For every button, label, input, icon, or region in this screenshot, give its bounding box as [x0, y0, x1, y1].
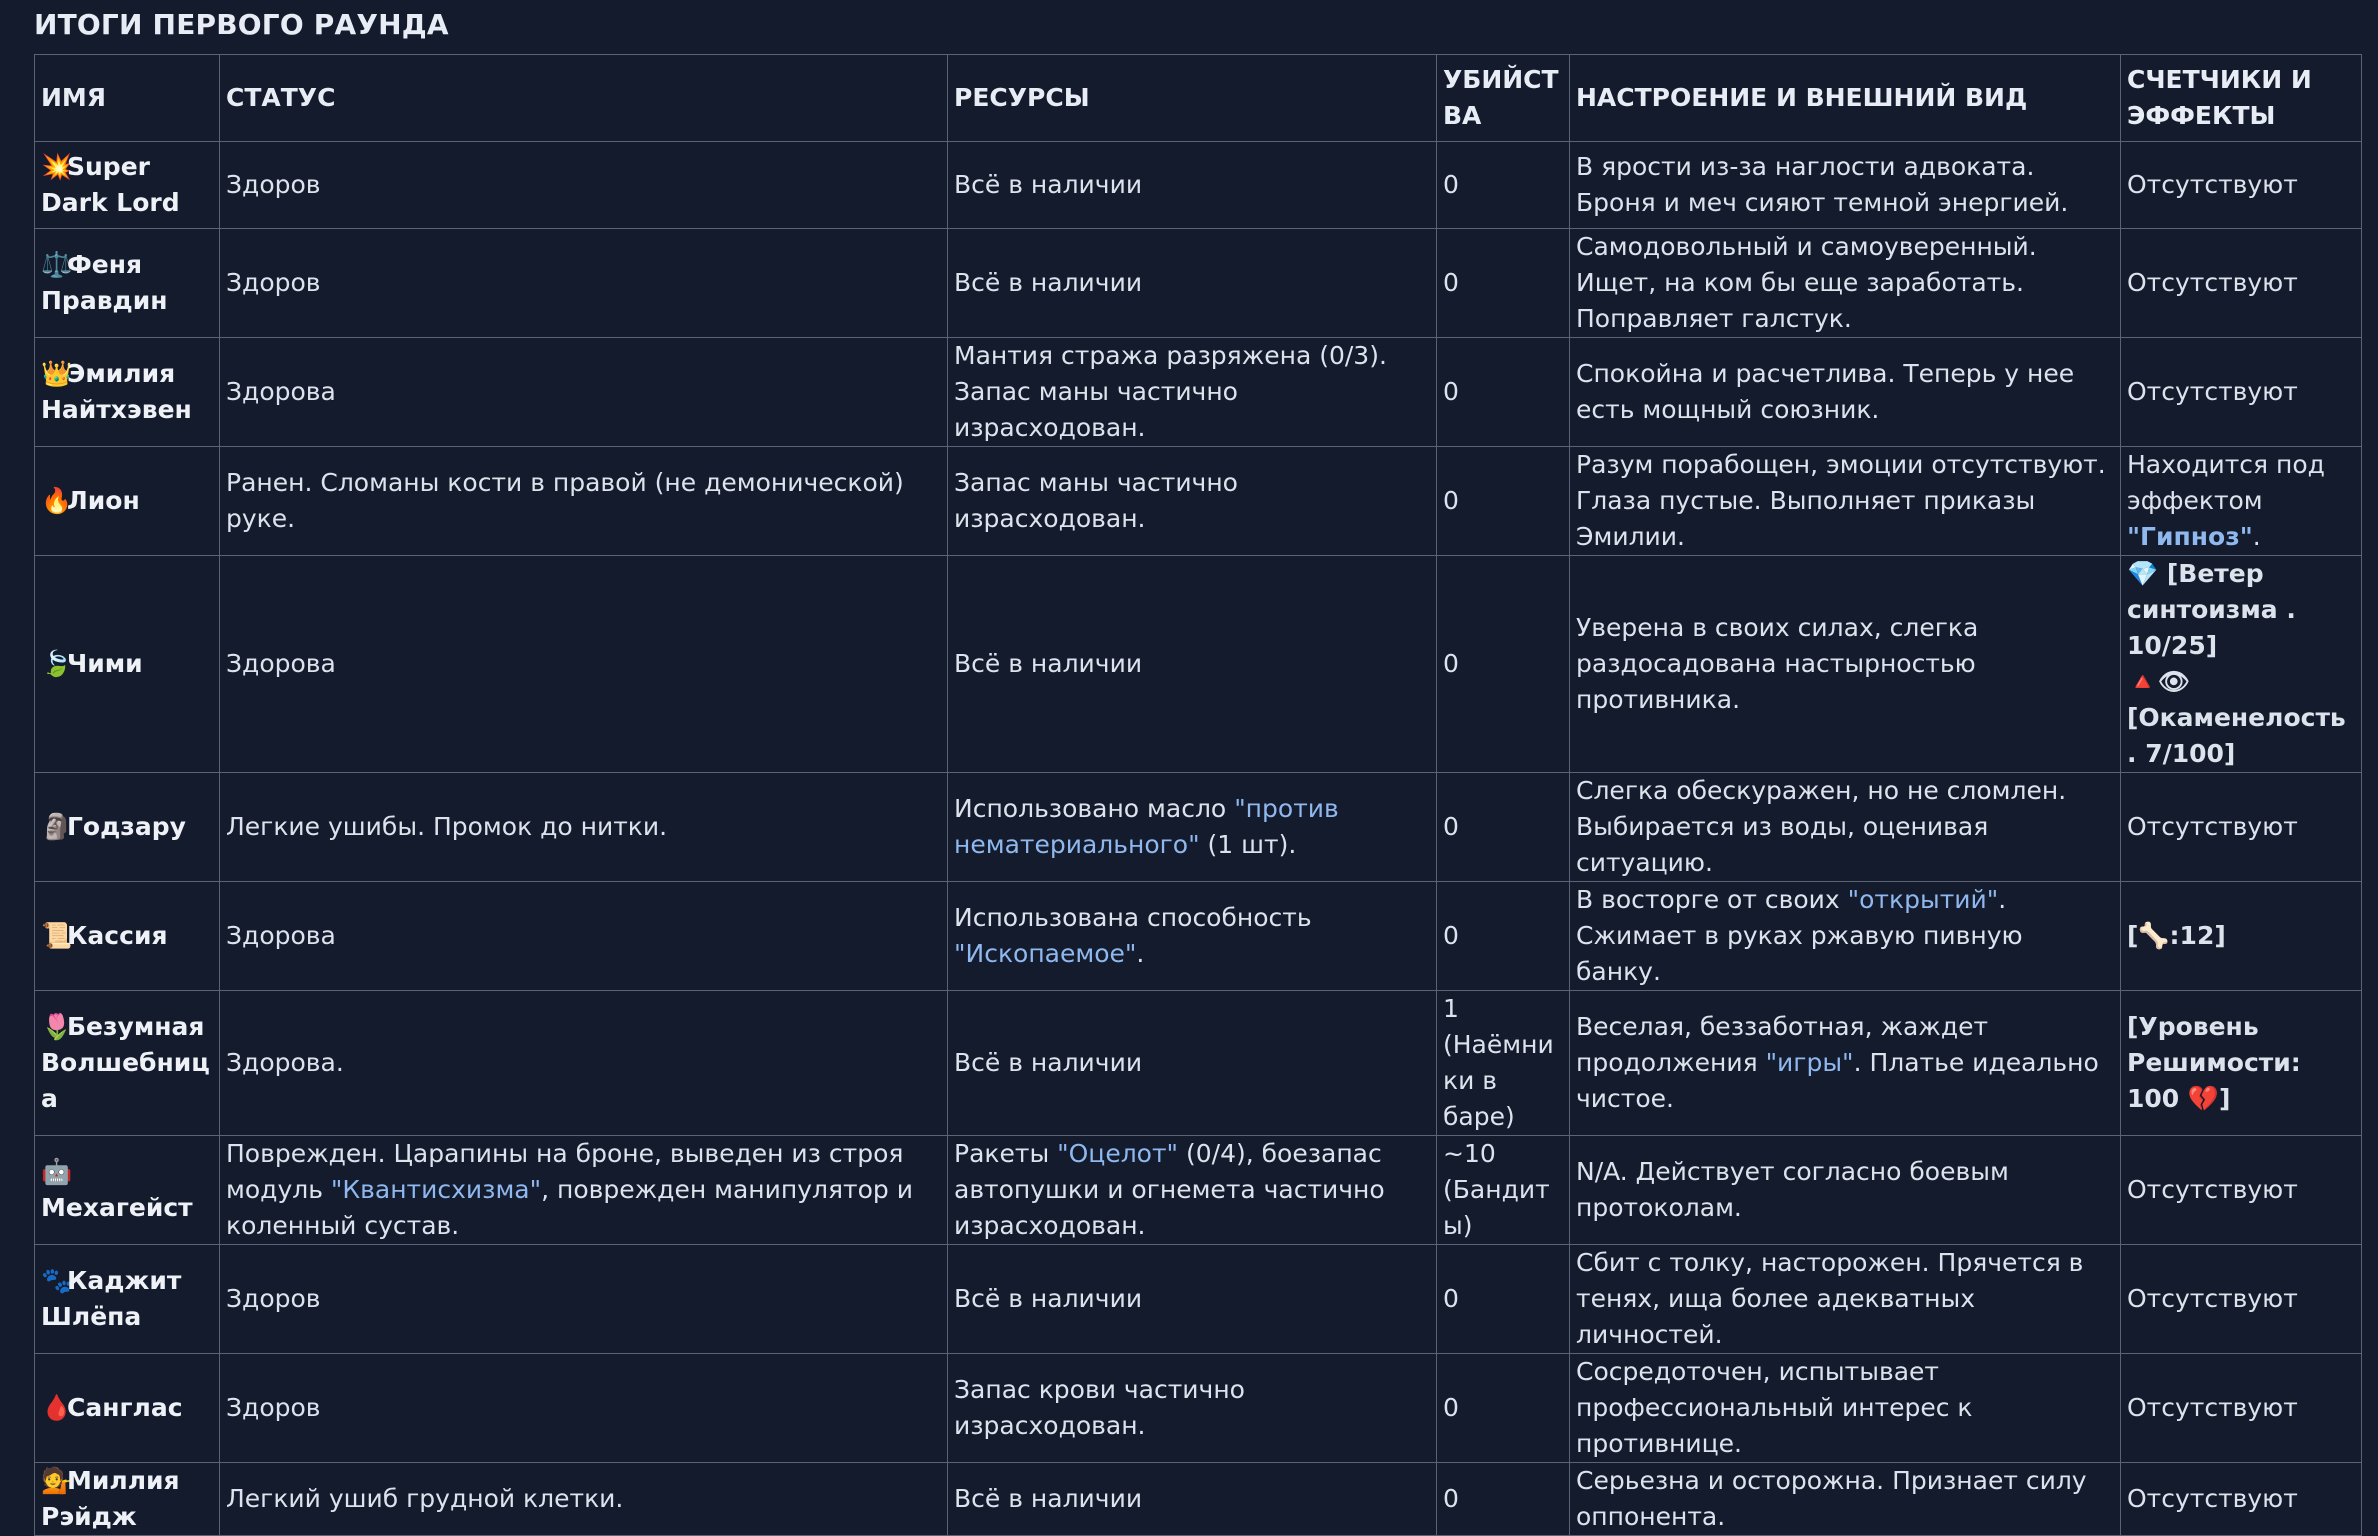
- page-title: ИТОГИ ПЕРВОГО РАУНДА: [34, 8, 449, 41]
- text-fragment: (0/4), боезапас автопушки и огнемета частично израсходован.: [954, 1139, 1385, 1240]
- mood-cell: [1570, 556, 2121, 773]
- resources-cell: [948, 556, 1437, 773]
- resources-cell: [948, 1136, 1437, 1245]
- text-fragment: Уверена в своих силах, слегка раздосадована настырностью противника.: [1576, 613, 1979, 714]
- text-fragment: . Сжимает в руках ржавую пивную банку.: [1576, 885, 2023, 986]
- robot-icon: 🤖: [41, 1157, 73, 1186]
- text-fragment: Отсутствуют: [2127, 1175, 2298, 1204]
- text-fragment: "открытий": [1847, 885, 1999, 914]
- table-row: [35, 338, 2362, 447]
- text-fragment: Спокойна и расчетлива. Теперь у нее есть мощный союзник.: [1576, 359, 2075, 424]
- mood-cell: [1570, 1136, 2121, 1245]
- mood-cell: [1570, 229, 2121, 338]
- character-name-cell: [35, 142, 220, 229]
- resources-cell: [948, 1463, 1437, 1536]
- text-fragment: Отсутствуют: [2127, 1284, 2298, 1313]
- mood-cell: [1570, 1245, 2121, 1354]
- mood-cell: [1570, 773, 2121, 882]
- text-fragment: Находится под эффектом: [2127, 450, 2325, 515]
- status-cell: Здорова: [220, 882, 948, 991]
- mood-cell: [1570, 1463, 2121, 1536]
- kills-cell: 0: [1437, 882, 1570, 991]
- status-cell: Легкий ушиб грудной клетки.: [220, 1463, 948, 1536]
- text-fragment: "игры": [1765, 1048, 1854, 1077]
- character-name-cell: [35, 556, 220, 773]
- table-row: [35, 447, 2362, 556]
- text-fragment: Слегка обескуражен, но не сломлен. Выбирается из воды, оценивая ситуацию.: [1576, 776, 2067, 877]
- text-fragment: [Уровень Решимости: 100 💔]: [2127, 1012, 2301, 1113]
- character-name: Кассия: [67, 921, 168, 950]
- text-fragment: Серьезна и осторожна. Признает силу оппонента.: [1576, 1466, 2087, 1531]
- header-name: ИМЯ: [35, 55, 220, 142]
- text-fragment: .: [1136, 939, 1145, 968]
- character-name: Феня Правдин: [41, 250, 168, 315]
- text-fragment: Поврежден. Царапины на броне, выведен из строя модуль: [226, 1139, 904, 1204]
- resources-cell: [948, 1245, 1437, 1354]
- kills-cell: ~10 (Бандиты): [1437, 1136, 1570, 1245]
- kills-cell: 0: [1437, 229, 1570, 338]
- text-fragment: Ракеты: [954, 1139, 1058, 1168]
- text-fragment: Всё в наличии: [954, 170, 1143, 199]
- text-fragment: [🦴:12]: [2127, 921, 2226, 950]
- text-fragment: "против нематериального": [954, 794, 1339, 859]
- scroll-icon: 📜: [41, 921, 73, 950]
- character-name: Годзару: [67, 812, 186, 841]
- character-name-cell: [35, 991, 220, 1136]
- effects-cell: [2121, 447, 2362, 556]
- text-fragment: Всё в наличии: [954, 1048, 1143, 1077]
- text-fragment: Отсутствуют: [2127, 1393, 2298, 1422]
- header-mood: НАСТРОЕНИЕ И ВНЕШНИЙ ВИД: [1570, 55, 2121, 142]
- status-cell: Легкие ушибы. Промок до нитки.: [220, 773, 948, 882]
- table-row: [35, 1245, 2362, 1354]
- mood-cell: [1570, 991, 2121, 1136]
- table-row: [35, 773, 2362, 882]
- resources-cell: [948, 882, 1437, 991]
- table-row: [35, 1354, 2362, 1463]
- paw-icon: 🐾: [41, 1266, 73, 1295]
- table-row: [35, 1136, 2362, 1245]
- header-effects: СЧЕТЧИКИ И ЭФФЕКТЫ: [2121, 55, 2362, 142]
- character-name: Каджит Шлёпа: [41, 1266, 182, 1331]
- status-cell: Здоров: [220, 1354, 948, 1463]
- effects-cell: [2121, 1136, 2362, 1245]
- table-row: [35, 556, 2362, 773]
- text-fragment: . Платье идеально чистое.: [1576, 1048, 2099, 1113]
- character-name-cell: [35, 1245, 220, 1354]
- effects-cell: [2121, 882, 2362, 991]
- text-fragment: (1 шт).: [1199, 830, 1297, 859]
- character-name-cell: [35, 338, 220, 447]
- character-name-cell: [35, 229, 220, 338]
- table-row: [35, 229, 2362, 338]
- text-fragment: Сбит с толку, насторожен. Прячется в тенях, ища более адекватных личностей.: [1576, 1248, 2084, 1349]
- effects-cell: [2121, 338, 2362, 447]
- text-fragment: [Окаменелость . 7/100]: [2127, 703, 2346, 768]
- character-name: Миллия Рэйдж: [41, 1466, 180, 1531]
- resources-cell: [948, 142, 1437, 229]
- resources-cell: [948, 447, 1437, 556]
- mood-cell: [1570, 447, 2121, 556]
- text-fragment: Запас маны частично израсходован.: [954, 468, 1238, 533]
- header-status: СТАТУС: [220, 55, 948, 142]
- scales-icon: ⚖️: [41, 250, 73, 279]
- text-fragment: Всё в наличии: [954, 1484, 1143, 1513]
- kills-cell: 0: [1437, 556, 1570, 773]
- header-kills: УБИЙСТВА: [1437, 55, 1570, 142]
- status-cell: Здоров: [220, 1245, 948, 1354]
- table-header-row: [35, 55, 2362, 142]
- kills-cell: 0: [1437, 1354, 1570, 1463]
- table-row: [35, 882, 2362, 991]
- moai-icon: 🗿: [41, 812, 73, 841]
- effects-cell: [2121, 556, 2362, 773]
- effects-cell: [2121, 1245, 2362, 1354]
- text-fragment: [Ветер синтоизма . 10/25]: [2127, 559, 2296, 660]
- table-row: [35, 142, 2362, 229]
- status-cell: Здоров: [220, 142, 948, 229]
- text-fragment: Веселая, беззаботная, жаждет продолжения: [1576, 1012, 1989, 1077]
- text-fragment: Отсутствуют: [2127, 170, 2298, 199]
- status-cell: Здорова.: [220, 991, 948, 1136]
- status-cell: Здорова: [220, 338, 948, 447]
- text-fragment: Всё в наличии: [954, 268, 1143, 297]
- text-fragment: 🔺👁: [2127, 667, 2190, 696]
- resources-cell: [948, 1354, 1437, 1463]
- blood-drop-icon: 🩸: [41, 1393, 73, 1422]
- text-fragment: "Гипноз": [2127, 522, 2253, 551]
- status-cell: Здоров: [220, 229, 948, 338]
- effects-cell: [2121, 229, 2362, 338]
- person-icon: 💁: [41, 1466, 73, 1495]
- mood-cell: [1570, 142, 2121, 229]
- kills-cell: 0: [1437, 142, 1570, 229]
- text-fragment: В ярости из-за наглости адвоката. Броня и меч сияют темной энергией.: [1576, 152, 2069, 217]
- kills-cell: 0: [1437, 1463, 1570, 1536]
- text-fragment: , поврежден манипулятор и коленный сустав.: [226, 1175, 913, 1240]
- text-fragment: "Ископаемое": [954, 939, 1137, 968]
- kills-cell: 0: [1437, 773, 1570, 882]
- text-fragment: Использована способность: [954, 903, 1312, 932]
- effects-cell: [2121, 991, 2362, 1136]
- text-fragment: Мантия стража разряжена (0/3). Запас маны частично израсходован.: [954, 341, 1387, 442]
- text-fragment: Разум порабощен, эмоции отсутствуют. Глаза пустые. Выполняет приказы Эмилии.: [1576, 450, 2106, 551]
- text-fragment: Отсутствуют: [2127, 268, 2298, 297]
- character-name: Санглас: [67, 1393, 183, 1422]
- results-table: [34, 54, 2362, 1536]
- text-fragment: Отсутствуют: [2127, 377, 2298, 406]
- text-fragment: N/A. Действует согласно боевым протоколам.: [1576, 1157, 2009, 1222]
- text-fragment: .: [2252, 522, 2261, 551]
- table-body: [35, 142, 2362, 1536]
- results-document: [34, 0, 2362, 1536]
- text-fragment: В восторге от своих: [1576, 885, 1848, 914]
- text-fragment: Отсутствуют: [2127, 812, 2298, 841]
- character-name: Безумная Волшебница: [41, 1012, 210, 1113]
- text-fragment: 💎: [2127, 559, 2167, 588]
- mood-cell: [1570, 338, 2121, 447]
- character-name-cell: [35, 1136, 220, 1245]
- text-fragment: Всё в наличии: [954, 649, 1143, 678]
- effects-cell: [2121, 773, 2362, 882]
- effects-cell: [2121, 1354, 2362, 1463]
- resources-cell: [948, 773, 1437, 882]
- resources-cell: [948, 338, 1437, 447]
- character-name: Чими: [67, 649, 143, 678]
- fire-icon: 🔥: [41, 486, 73, 515]
- table-row: [35, 1463, 2362, 1536]
- character-name: Мехагейст: [41, 1193, 193, 1222]
- kills-cell: 0: [1437, 447, 1570, 556]
- mood-cell: [1570, 882, 2121, 991]
- character-name-cell: [35, 773, 220, 882]
- explosion-icon: 💥: [41, 152, 73, 181]
- character-name: Эмилия Найтхэвен: [41, 359, 192, 424]
- character-name-cell: [35, 882, 220, 991]
- resources-cell: [948, 991, 1437, 1136]
- mood-cell: [1570, 1354, 2121, 1463]
- kills-cell: 0: [1437, 338, 1570, 447]
- character-name-cell: [35, 447, 220, 556]
- table-row: [35, 991, 2362, 1136]
- character-name-cell: [35, 1463, 220, 1536]
- effects-cell: [2121, 142, 2362, 229]
- text-fragment: Запас крови частично израсходован.: [954, 1375, 1245, 1440]
- kills-cell: 1 (Наёмники в баре): [1437, 991, 1570, 1136]
- effects-cell: [2121, 1463, 2362, 1536]
- character-name: Super Dark Lord: [41, 152, 180, 217]
- text-fragment: Использовано масло: [954, 794, 1235, 823]
- tulip-icon: 🌷: [41, 1012, 73, 1041]
- text-fragment: Отсутствуют: [2127, 1484, 2298, 1513]
- character-name-cell: [35, 1354, 220, 1463]
- status-cell: [220, 1136, 948, 1245]
- status-cell: Ранен. Сломаны кости в правой (не демонической) руке.: [220, 447, 948, 556]
- text-fragment: "Квантисхизма": [330, 1175, 542, 1204]
- leaf-icon: 🍃: [41, 649, 73, 678]
- text-fragment: "Оцелот": [1057, 1139, 1179, 1168]
- status-cell: Здорова: [220, 556, 948, 773]
- resources-cell: [948, 229, 1437, 338]
- text-fragment: Сосредоточен, испытывает профессиональный интерес к противнице.: [1576, 1357, 1973, 1458]
- text-fragment: Всё в наличии: [954, 1284, 1143, 1313]
- crown-icon: 👑: [41, 359, 73, 388]
- header-resources: РЕСУРСЫ: [948, 55, 1437, 142]
- character-name: Лион: [67, 486, 140, 515]
- kills-cell: 0: [1437, 1245, 1570, 1354]
- text-fragment: Самодовольный и самоуверенный. Ищет, на ком бы еще заработать. Поправляет галстук.: [1576, 232, 2037, 333]
